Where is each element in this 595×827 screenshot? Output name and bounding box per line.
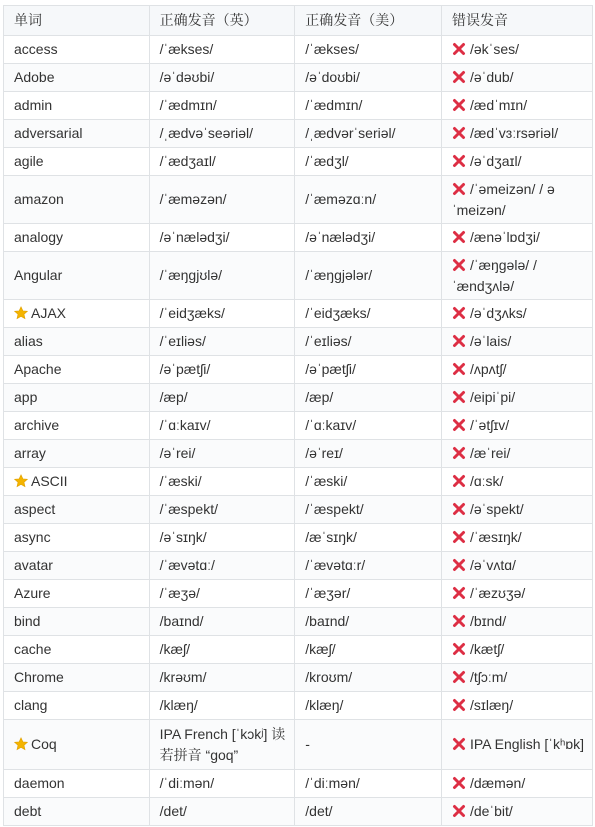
- header-word: 单词: [4, 6, 150, 36]
- uk-pronunciation-cell: /krəʊm/: [149, 664, 295, 692]
- red-cross-icon: [452, 557, 466, 571]
- red-cross-icon: [452, 69, 466, 83]
- wrong-pronunciation-cell: [441, 120, 592, 148]
- us-pronunciation-cell: /ˈæski/: [295, 468, 442, 496]
- header-uk: 正确发音（英）: [149, 6, 295, 36]
- uk-pronunciation-cell: /ˈæʒə/: [149, 580, 295, 608]
- star-icon: [14, 305, 28, 319]
- table-row: [4, 580, 593, 608]
- us-pronunciation-cell: /ˈædʒl/: [295, 148, 442, 176]
- us-pronunciation-cell: /əˈreɪ/: [295, 440, 442, 468]
- word-cell: [4, 356, 150, 384]
- wrong-pronunciation-text: /dæmən/: [469, 775, 526, 791]
- wrong-pronunciation-cell: [441, 636, 592, 664]
- us-pronunciation-cell: /əˈpætʃi/: [295, 356, 442, 384]
- uk-pronunciation-cell: /ˈeidʒæks/: [149, 300, 295, 328]
- table-row: [4, 798, 593, 826]
- wrong-pronunciation-cell: [441, 608, 592, 636]
- wrong-pronunciation-cell: [441, 770, 592, 798]
- wrong-pronunciation-cell: [441, 798, 592, 826]
- table-row: [4, 148, 593, 176]
- us-pronunciation-cell: /ˈævətɑːr/: [295, 552, 442, 580]
- uk-pronunciation-cell: /əˈrei/: [149, 440, 295, 468]
- uk-pronunciation-cell: /ˈeɪliəs/: [149, 328, 295, 356]
- uk-pronunciation-cell: /kæʃ/: [149, 636, 295, 664]
- table-row: [4, 552, 593, 580]
- wrong-pronunciation-text: /æˈrei/: [469, 445, 511, 461]
- us-pronunciation-cell: /æp/: [295, 384, 442, 412]
- word-text: Coq: [31, 736, 57, 752]
- word-cell: [4, 524, 150, 552]
- uk-pronunciation-cell: /əˈnælədʒi/: [149, 224, 295, 252]
- red-cross-icon: [452, 803, 466, 817]
- wrong-pronunciation-cell: [441, 92, 592, 120]
- red-cross-icon: [452, 417, 466, 431]
- wrong-pronunciation-text: /əˈlais/: [469, 333, 512, 349]
- uk-pronunciation-cell: /ˈædmɪn/: [149, 92, 295, 120]
- word-cell: [4, 496, 150, 524]
- word-cell: [4, 412, 150, 440]
- table-row: [4, 92, 593, 120]
- red-cross-icon: [452, 473, 466, 487]
- word-text: aspect: [14, 501, 56, 517]
- red-cross-icon: [452, 361, 466, 375]
- us-pronunciation-cell: /det/: [295, 798, 442, 826]
- word-cell: [4, 770, 150, 798]
- wrong-pronunciation-cell: [441, 36, 592, 64]
- word-text: access: [14, 41, 58, 57]
- us-pronunciation-cell: /əˈnælədʒi/: [295, 224, 442, 252]
- table-row: [4, 120, 593, 148]
- wrong-pronunciation-text: /ˈətʃɪv/: [469, 417, 510, 433]
- us-pronunciation-cell: /ˈædmɪn/: [295, 92, 442, 120]
- wrong-pronunciation-cell: [441, 692, 592, 720]
- word-cell: [4, 552, 150, 580]
- word-text: analogy: [14, 229, 64, 245]
- red-cross-icon: [452, 333, 466, 347]
- wrong-pronunciation-cell: [441, 224, 592, 252]
- table-row: [4, 468, 593, 496]
- red-cross-icon: [452, 97, 466, 111]
- table-row: [4, 252, 593, 300]
- wrong-pronunciation-cell: [441, 300, 592, 328]
- word-text: alias: [14, 333, 43, 349]
- wrong-pronunciation-text: /əˈdub/: [469, 69, 514, 85]
- word-text: AJAX: [31, 305, 67, 321]
- wrong-pronunciation-text: /ɑːsk/: [469, 473, 504, 489]
- table-row: [4, 636, 593, 664]
- us-pronunciation-cell: /kæʃ/: [295, 636, 442, 664]
- table-row: [4, 496, 593, 524]
- wrong-pronunciation-text: /əkˈses/: [469, 41, 519, 57]
- us-pronunciation-cell: /ˈækses/: [295, 36, 442, 64]
- uk-pronunciation-cell: /ˈdiːmən/: [149, 770, 295, 798]
- wrong-pronunciation-text: /ænəˈlɒdʒi/: [469, 229, 540, 245]
- word-text: bind: [14, 613, 41, 629]
- wrong-pronunciation-cell: [441, 468, 592, 496]
- wrong-pronunciation-text: /ˈæŋɡələ/ /ˈændʒʌlə/: [451, 256, 537, 294]
- us-pronunciation-cell: /ˈeɪliəs/: [295, 328, 442, 356]
- uk-pronunciation-cell: /əˈsɪŋk/: [149, 524, 295, 552]
- word-cell: [4, 798, 150, 826]
- uk-pronunciation-cell: /det/: [149, 798, 295, 826]
- header-wrong: 错误发音: [441, 6, 592, 36]
- word-text: avatar: [14, 557, 53, 573]
- red-cross-icon: [452, 389, 466, 403]
- uk-pronunciation-cell: /ˈæŋɡjʊlə/: [149, 252, 295, 300]
- word-text: Adobe: [14, 69, 55, 85]
- us-pronunciation-cell: /ˈæspekt/: [295, 496, 442, 524]
- wrong-pronunciation-cell: [441, 252, 592, 300]
- table-row: [4, 440, 593, 468]
- table-row: [4, 64, 593, 92]
- word-cell: [4, 148, 150, 176]
- word-text: debt: [14, 803, 42, 819]
- uk-pronunciation-cell: IPA French [ˈkɔkʲ] 读若拼音 “goq”: [149, 720, 295, 770]
- wrong-pronunciation-text: /ædˈmɪn/: [469, 97, 528, 113]
- uk-pronunciation-cell: /əˈdəʊbi/: [149, 64, 295, 92]
- table-row: [4, 384, 593, 412]
- uk-pronunciation-cell: /ˈɑːkaɪv/: [149, 412, 295, 440]
- word-cell: [4, 176, 150, 224]
- word-cell: [4, 64, 150, 92]
- wrong-pronunciation-cell: [441, 64, 592, 92]
- word-text: agile: [14, 153, 44, 169]
- word-text: amazon: [14, 191, 64, 207]
- word-text: archive: [14, 417, 60, 433]
- uk-pronunciation-cell: /ˈædʒaɪl/: [149, 148, 295, 176]
- wrong-pronunciation-cell: [441, 384, 592, 412]
- red-cross-icon: [452, 257, 466, 271]
- wrong-pronunciation-text: /ˈæsɪŋk/: [469, 529, 522, 545]
- uk-pronunciation-cell: /ˈækses/: [149, 36, 295, 64]
- table-row: [4, 300, 593, 328]
- wrong-pronunciation-text: /əˈvʌtɑ/: [469, 557, 516, 573]
- us-pronunciation-cell: /əˈdoʊbi/: [295, 64, 442, 92]
- word-cell: [4, 720, 150, 770]
- table-row: [4, 524, 593, 552]
- wrong-pronunciation-text: /sɪlæŋ/: [469, 697, 514, 713]
- wrong-pronunciation-text: /eipiˈpi/: [469, 389, 516, 405]
- word-text: Azure: [14, 585, 51, 601]
- red-cross-icon: [452, 501, 466, 515]
- uk-pronunciation-cell: /æp/: [149, 384, 295, 412]
- word-cell: [4, 580, 150, 608]
- wrong-pronunciation-cell: [441, 148, 592, 176]
- us-pronunciation-cell: /ˈdiːmən/: [295, 770, 442, 798]
- word-cell: [4, 252, 150, 300]
- wrong-pronunciation-text: /kætʃ/: [469, 641, 505, 657]
- wrong-pronunciation-cell: [441, 552, 592, 580]
- wrong-pronunciation-cell: [441, 720, 592, 770]
- star-icon: [14, 736, 28, 750]
- word-text: Chrome: [14, 669, 64, 685]
- red-cross-icon: [452, 641, 466, 655]
- word-text: Angular: [14, 267, 63, 283]
- wrong-pronunciation-text: /ædˈvɜːrsəriəl/: [469, 125, 559, 141]
- word-text: async: [14, 529, 51, 545]
- table-header: [4, 6, 593, 36]
- word-text: Apache: [14, 361, 62, 377]
- word-cell: [4, 468, 150, 496]
- red-cross-icon: [452, 775, 466, 789]
- header-us: 正确发音（美）: [295, 6, 442, 36]
- wrong-pronunciation-text: /tʃɔːm/: [469, 669, 508, 685]
- word-cell: [4, 440, 150, 468]
- word-text: app: [14, 389, 38, 405]
- word-cell: [4, 36, 150, 64]
- red-cross-icon: [452, 41, 466, 55]
- table-row: [4, 770, 593, 798]
- uk-pronunciation-cell: /ˈævətɑː/: [149, 552, 295, 580]
- wrong-pronunciation-text: /əˈspekt/: [469, 501, 524, 517]
- red-cross-icon: [452, 153, 466, 167]
- table-body: [4, 36, 593, 826]
- red-cross-icon: [452, 181, 466, 195]
- us-pronunciation-cell: /ˈæŋɡjələr/: [295, 252, 442, 300]
- wrong-pronunciation-cell: [441, 664, 592, 692]
- red-cross-icon: [452, 697, 466, 711]
- red-cross-icon: [452, 305, 466, 319]
- word-text: cache: [14, 641, 52, 657]
- us-pronunciation-cell: /ˈeidʒæks/: [295, 300, 442, 328]
- word-cell: [4, 384, 150, 412]
- uk-pronunciation-cell: /klæŋ/: [149, 692, 295, 720]
- wrong-pronunciation-cell: [441, 356, 592, 384]
- wrong-pronunciation-cell: [441, 412, 592, 440]
- word-cell: [4, 608, 150, 636]
- uk-pronunciation-cell: /ˈæski/: [149, 468, 295, 496]
- word-cell: [4, 92, 150, 120]
- header-row: [4, 6, 593, 36]
- red-cross-icon: [452, 613, 466, 627]
- wrong-pronunciation-text: IPA English [ˈkʰɒk]: [469, 736, 585, 752]
- table-row: [4, 328, 593, 356]
- table-row: [4, 412, 593, 440]
- us-pronunciation-cell: /ˈɑːkaɪv/: [295, 412, 442, 440]
- red-cross-icon: [452, 529, 466, 543]
- us-pronunciation-cell: /klæŋ/: [295, 692, 442, 720]
- wrong-pronunciation-cell: [441, 328, 592, 356]
- wrong-pronunciation-cell: [441, 176, 592, 224]
- word-cell: [4, 224, 150, 252]
- us-pronunciation-cell: /ˌædvərˈseriəl/: [295, 120, 442, 148]
- word-text: daemon: [14, 775, 65, 791]
- word-text: admin: [14, 97, 53, 113]
- us-pronunciation-cell: -: [295, 720, 442, 770]
- pronunciation-table: [3, 5, 593, 826]
- word-text: array: [14, 445, 46, 461]
- word-cell: [4, 664, 150, 692]
- red-cross-icon: [452, 229, 466, 243]
- red-cross-icon: [452, 445, 466, 459]
- uk-pronunciation-cell: /baɪnd/: [149, 608, 295, 636]
- word-cell: [4, 300, 150, 328]
- word-text: adversarial: [14, 125, 83, 141]
- uk-pronunciation-cell: /əˈpætʃi/: [149, 356, 295, 384]
- word-cell: [4, 120, 150, 148]
- uk-pronunciation-cell: /ˈæməzən/: [149, 176, 295, 224]
- wrong-pronunciation-text: /ʌpʌtʃ/: [469, 361, 507, 377]
- wrong-pronunciation-cell: [441, 580, 592, 608]
- red-cross-icon: [452, 125, 466, 139]
- wrong-pronunciation-text: /ˈæzʊʒə/: [469, 585, 526, 601]
- wrong-pronunciation-text: /əˈdʒaɪl/: [469, 153, 522, 169]
- wrong-pronunciation-cell: [441, 440, 592, 468]
- table-row: [4, 720, 593, 770]
- word-cell: [4, 692, 150, 720]
- table-row: [4, 664, 593, 692]
- table-row: [4, 356, 593, 384]
- table-row: [4, 224, 593, 252]
- red-cross-icon: [452, 736, 466, 750]
- us-pronunciation-cell: /kroʊm/: [295, 664, 442, 692]
- red-cross-icon: [452, 585, 466, 599]
- table-row: [4, 692, 593, 720]
- us-pronunciation-cell: /ˈæʒər/: [295, 580, 442, 608]
- uk-pronunciation-cell: /ˌædvəˈseəriəl/: [149, 120, 295, 148]
- wrong-pronunciation-cell: [441, 496, 592, 524]
- table-row: [4, 176, 593, 224]
- word-text: ASCII: [31, 473, 68, 489]
- us-pronunciation-cell: /baɪnd/: [295, 608, 442, 636]
- table-row: [4, 36, 593, 64]
- uk-pronunciation-cell: /ˈæspekt/: [149, 496, 295, 524]
- word-cell: [4, 636, 150, 664]
- red-cross-icon: [452, 669, 466, 683]
- word-text: clang: [14, 697, 48, 713]
- us-pronunciation-cell: /ˈæməzɑːn/: [295, 176, 442, 224]
- wrong-pronunciation-text: /əˈdʒʌks/: [469, 305, 527, 321]
- us-pronunciation-cell: /æˈsɪŋk/: [295, 524, 442, 552]
- wrong-pronunciation-cell: [441, 524, 592, 552]
- wrong-pronunciation-text: /ˈəmeizən/ / əˈmeizən/: [451, 180, 555, 218]
- wrong-pronunciation-text: /bɪnd/: [469, 613, 507, 629]
- table-row: [4, 608, 593, 636]
- wrong-pronunciation-text: /deˈbit/: [469, 803, 513, 819]
- star-icon: [14, 473, 28, 487]
- word-cell: [4, 328, 150, 356]
